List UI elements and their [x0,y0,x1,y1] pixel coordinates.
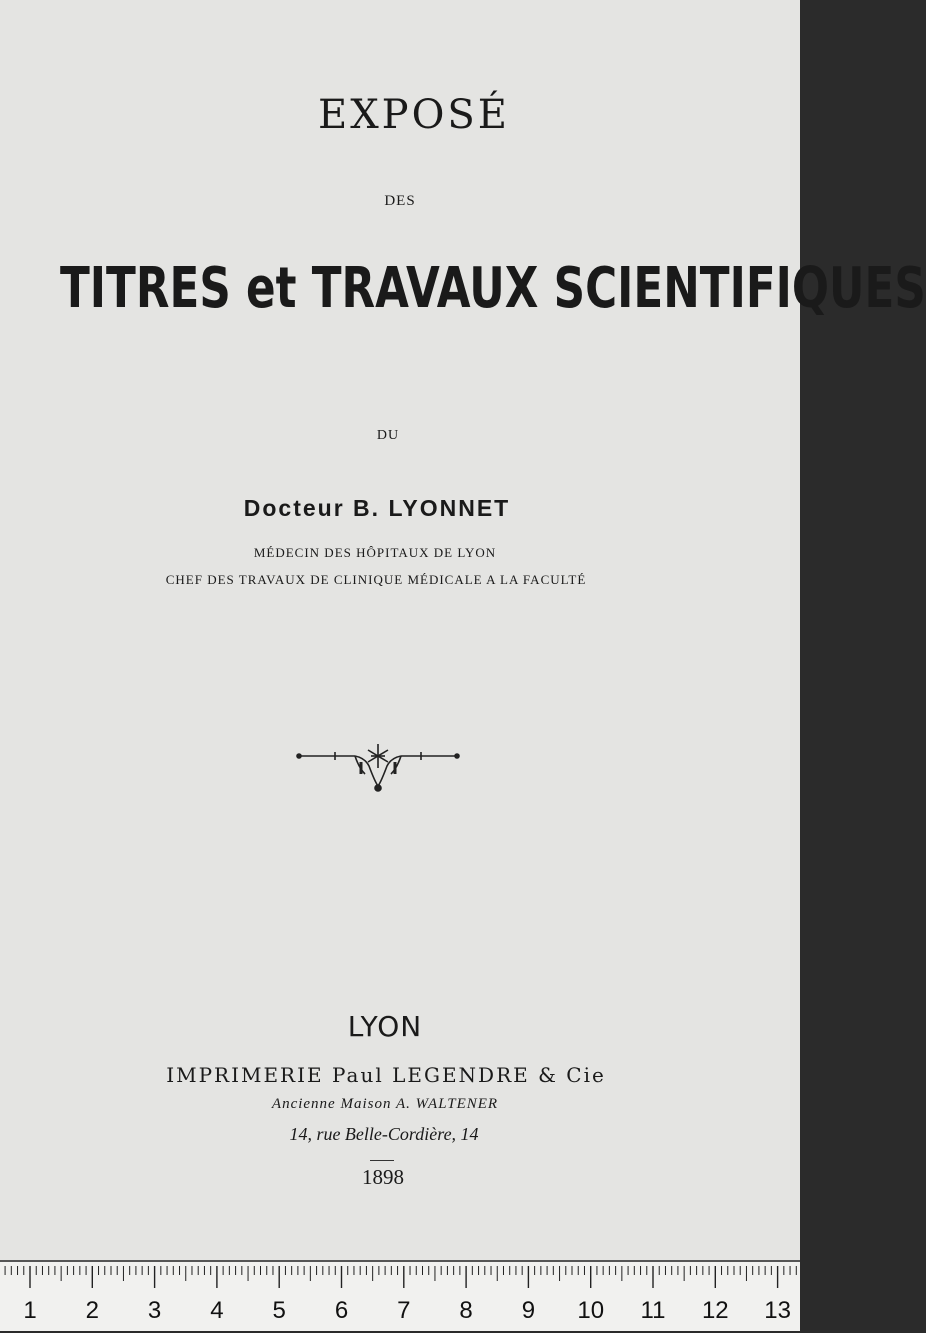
measurement-ruler [0,1260,800,1331]
ruler-number: 8 [459,1297,473,1324]
main-title: TITRES et TRAVAUX SCIENTIFIQUES [60,256,926,321]
heading-expose: EXPOSÉ [318,92,510,138]
ruler-number: 4 [210,1297,224,1324]
ruler-number: 12 [701,1297,729,1324]
year-rule [370,1160,394,1161]
printer: IMPRIMERIE Paul LEGENDRE & Cie [166,1063,606,1087]
ruler-number: 11 [640,1297,666,1324]
ruler-scale [0,1262,800,1333]
ruler-number: 3 [147,1297,162,1324]
ruler-number: 5 [272,1297,286,1324]
ruler-number: 10 [577,1297,605,1324]
address: 14, rue Belle-Cordière, 14 [289,1124,479,1144]
ruler-number: 2 [85,1297,99,1324]
connector-du: DU [376,428,400,443]
author-name: Docteur B. LYONNET [243,495,511,521]
ornament-icon [295,738,461,794]
year: 1898 [362,1165,404,1189]
ruler-number: 1 [23,1297,37,1324]
connector-des: DES [384,193,416,209]
author-role-1: MÉDECIN DES HÔPITAUX DE LYON [253,545,497,560]
former-house: Ancienne Maison A. WALTENER [271,1096,499,1112]
city: LYON [347,1010,423,1043]
ruler-number: 7 [397,1297,411,1324]
ruler-number: 6 [334,1297,349,1324]
ruler-number: 13 [764,1297,791,1324]
ruler-number: 9 [521,1297,536,1324]
author-role-2: CHEF DES TRAVAUX DE CLINIQUE MÉDICALE A LA FACULTÉ [165,572,587,587]
